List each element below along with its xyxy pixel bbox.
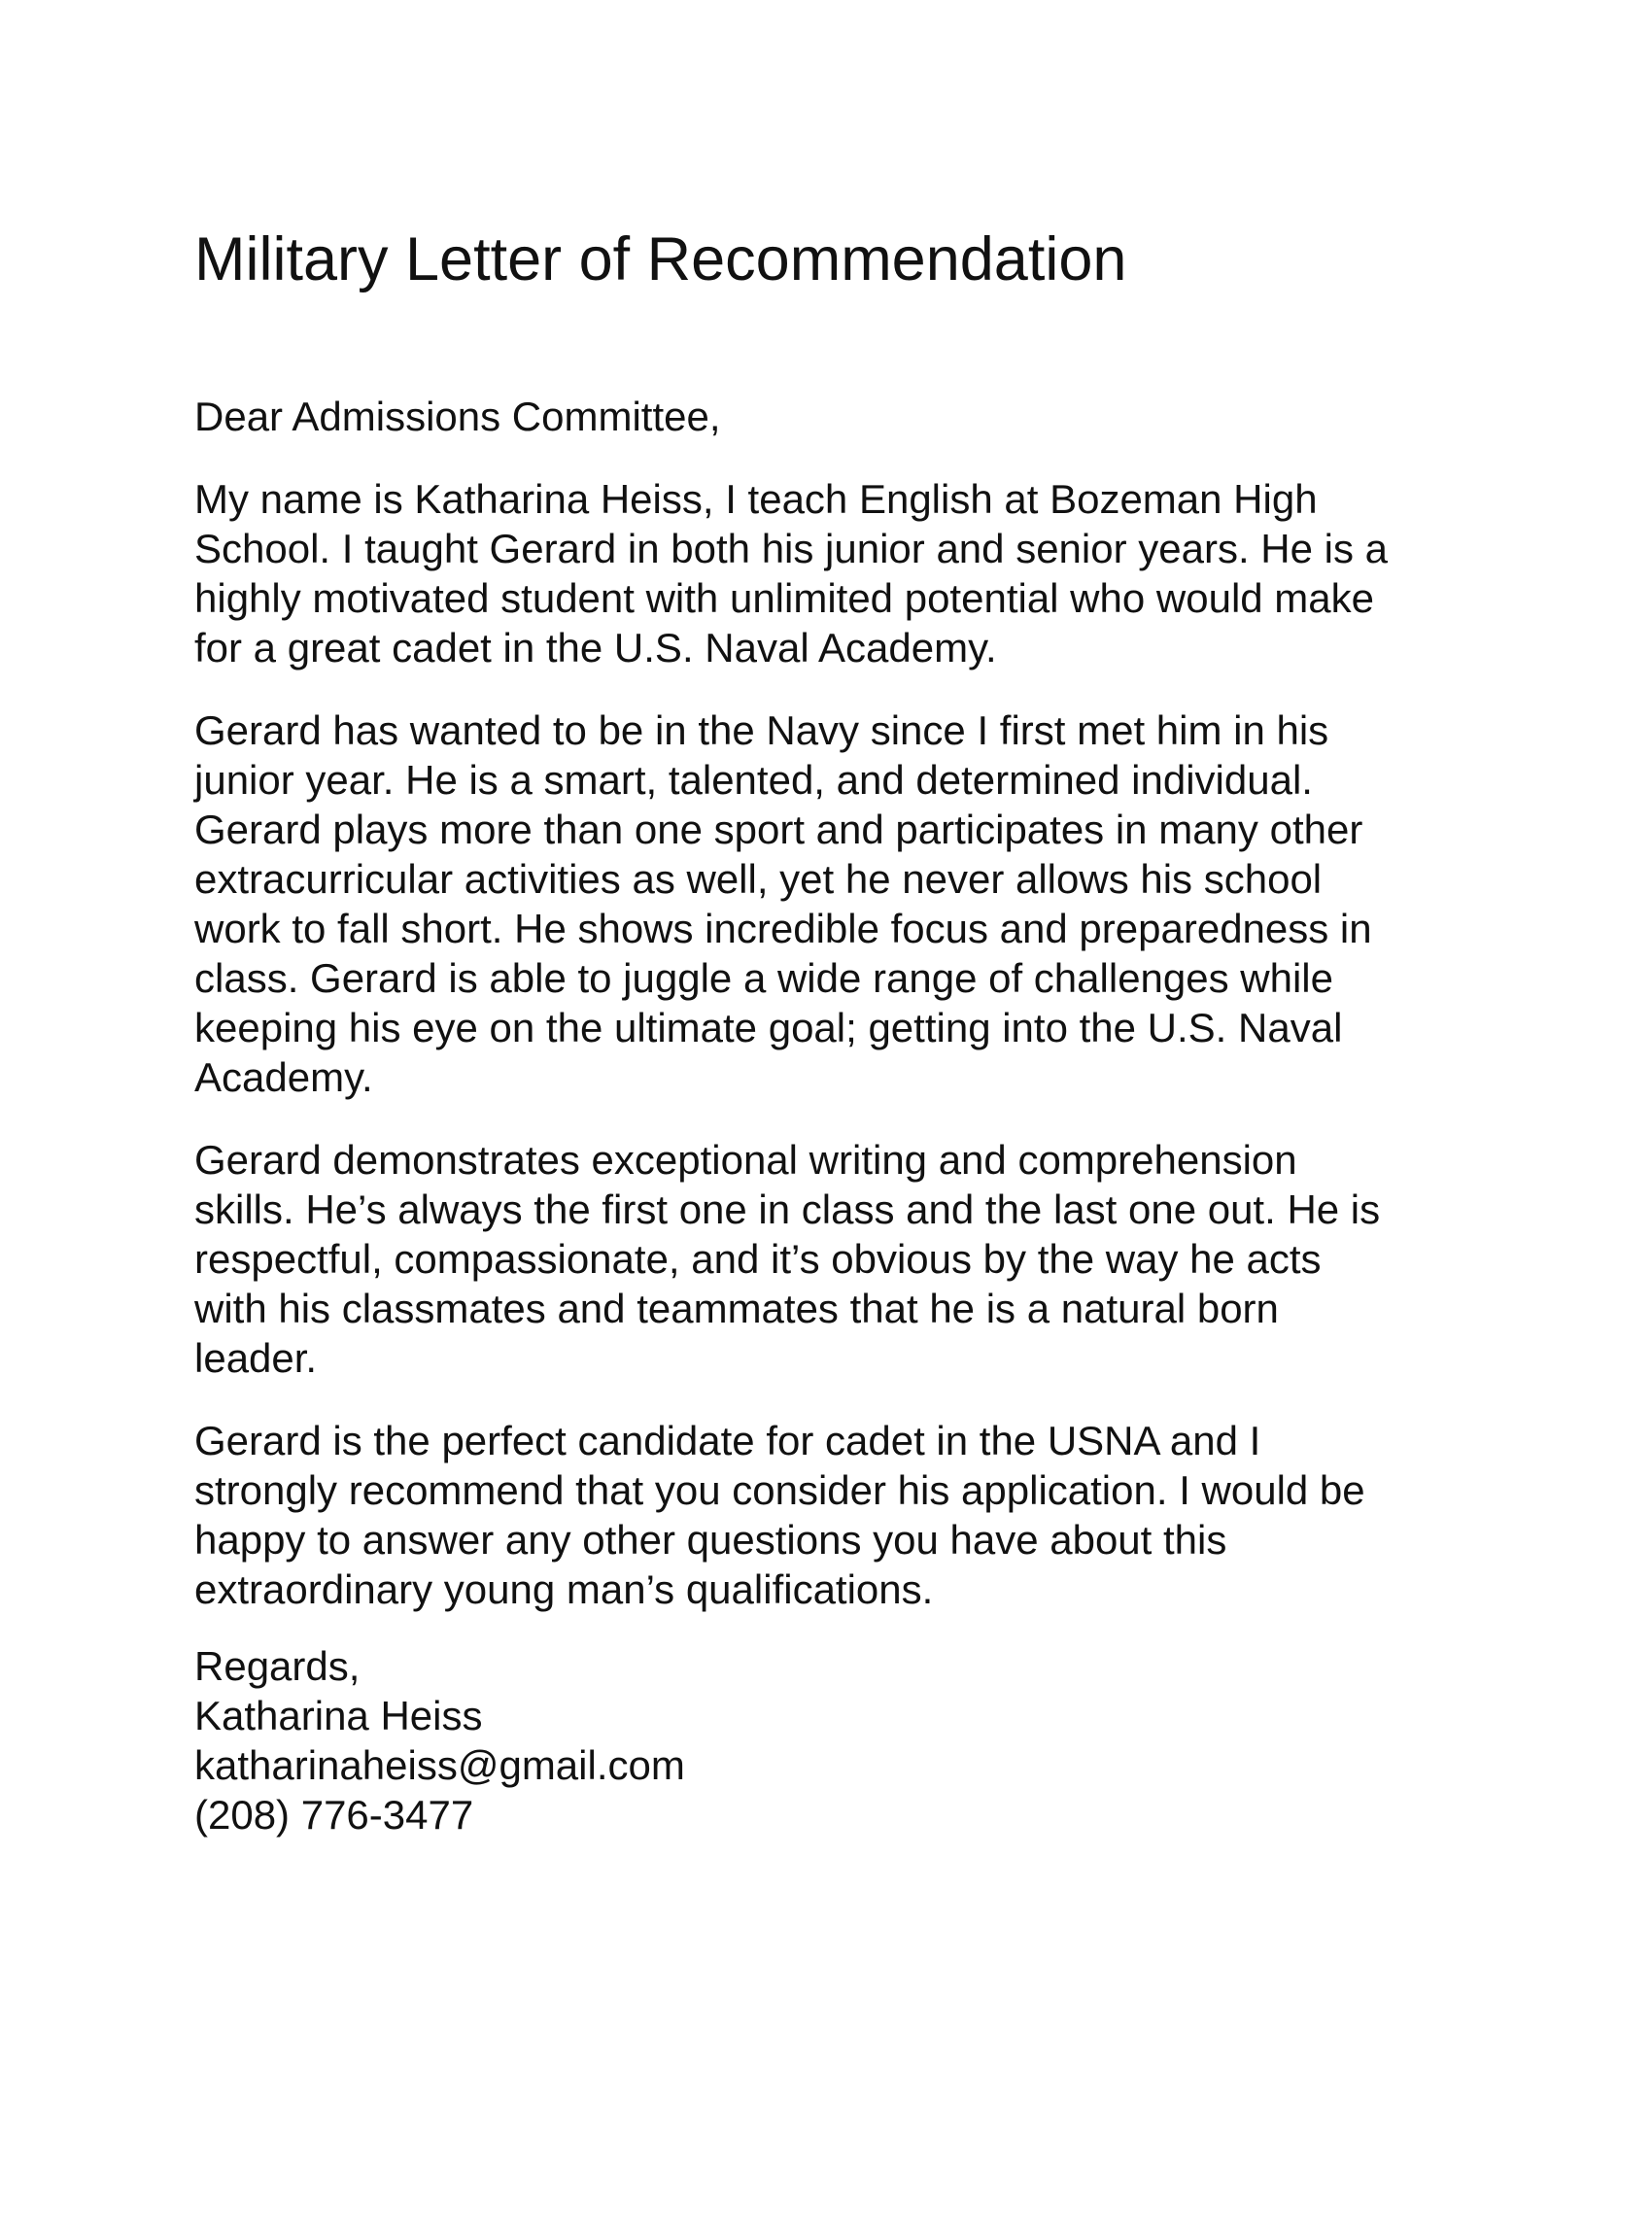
paragraph-line: Gerard has wanted to be in the Navy since I first met him in his [194,707,1329,753]
paragraph-recommendation [194,1416,1477,1614]
signer-name: Katharina Heiss [194,1693,483,1738]
paragraph-navy-goal [194,705,1477,1102]
paragraph-line: Academy. [194,1054,373,1100]
paragraph-line: with his classmates and teammates that he is a natural born [194,1286,1279,1331]
letter-page [194,0,1477,2235]
salutation-line: Dear Admissions Committee, [194,394,721,439]
paragraph-line: for a great cadet in the U.S. Naval Academy. [194,625,997,670]
paragraph-line: keeping his eye on the ultimate goal; getting into the U.S. Naval [194,1005,1343,1050]
paragraph-line: class. Gerard is able to juggle a wide range of challenges while [194,955,1334,1001]
paragraph-line: respectful, compassionate, and it’s obvious by the way he acts [194,1236,1322,1282]
paragraph-line: extraordinary young man’s qualifications. [194,1566,934,1612]
paragraph-line: extracurricular activities as well, yet he never allows his school [194,856,1323,902]
paragraph-line: happy to answer any other questions you have about this [194,1517,1227,1563]
paragraph-line: My name is Katharina Heiss, I teach English at Bozeman High [194,476,1318,522]
paragraph-line: strongly recommend that you consider his application. I would be [194,1467,1365,1513]
valediction: Regards, [194,1643,361,1689]
paragraph-line: junior year. He is a smart, talented, and determined individual. [194,757,1313,803]
document-title: Military Letter of Recommendation [194,225,1127,293]
letter-body [194,392,1477,1647]
paragraph-line: skills. He’s always the first one in class and the last one out. He is [194,1186,1381,1232]
paragraph-line: Gerard demonstrates exceptional writing and comprehension [194,1137,1297,1183]
paragraph-line: leader. [194,1335,318,1381]
paragraph-line: School. I taught Gerard in both his junior and senior years. He is a [194,526,1389,571]
signature-block [194,1641,685,1840]
signer-phone: (208) 776-3477 [194,1792,474,1838]
paragraph-line: Gerard is the perfect candidate for cadet in the USNA and I [194,1418,1261,1463]
paragraph-line: highly motivated student with unlimited potential who would make [194,575,1375,621]
salutation [194,392,1477,441]
paragraph-introduction [194,474,1477,672]
paragraph-line: work to fall short. He shows incredible focus and preparedness in [194,906,1372,951]
signer-email: katharinaheiss@gmail.com [194,1742,685,1788]
paragraph-skills [194,1135,1477,1383]
paragraph-line: Gerard plays more than one sport and participates in many other [194,807,1363,852]
